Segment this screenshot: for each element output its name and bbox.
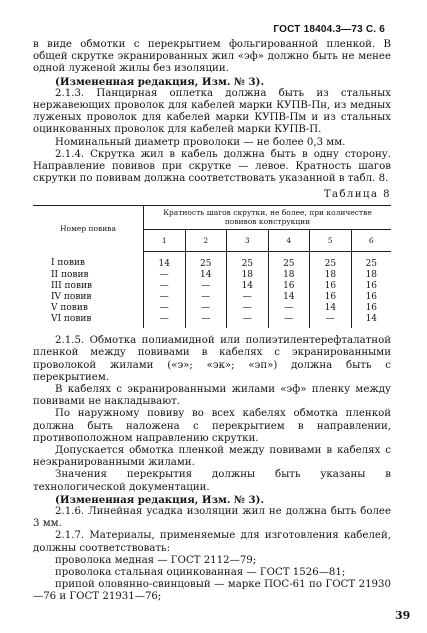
paragraph: 2.1.4. Скрутка жил в кабель должна быть в одну сторону. Направление повивов при скрутке — левое. Кратность шагов скрутки по повивам должна соответствовать указанной в табл. 8. (33, 148, 391, 185)
row-label: V повив (33, 302, 144, 313)
table-cell: — (185, 280, 227, 291)
table-row (33, 313, 391, 328)
table-row (33, 280, 391, 291)
table-cell: 25 (185, 252, 227, 270)
column-header: 4 (268, 229, 310, 251)
row-label: II повив (33, 269, 144, 280)
paragraph: По наружному повиву во всех кабелях обмотка пленкой должна быть наложена с перекрытием в направлении, противоположном направлению скрутки. (33, 408, 391, 444)
table-cell: 14 (268, 291, 310, 302)
amendment-note: (Измененная редакция, Изм. № 3). (55, 493, 265, 506)
table-cell: 18 (351, 269, 391, 280)
table-group-header: Кратность шагов скрутки, не более, при количестве повивов конструкции (144, 205, 392, 229)
table-cell: 25 (268, 252, 310, 270)
table-row (33, 252, 391, 270)
table-cell: — (159, 280, 169, 291)
table-cell: — (159, 291, 169, 302)
paragraph: Номинальный диаметр проволоки — не более 0,3 мм. (55, 136, 346, 148)
document-body (33, 39, 391, 604)
table-cell: 18 (268, 269, 310, 280)
table-cell: — (185, 302, 227, 313)
table-cell: 16 (351, 291, 391, 302)
paragraph: В кабелях с экранированными жилами «эф» пленку между повивами не накладывают. (33, 383, 391, 408)
row-label: I повив (33, 252, 144, 270)
paragraph: 2.1.6. Линейная усадка изоляции жил не должна быть более 3 мм. (33, 505, 391, 530)
table-cell: — (159, 269, 169, 280)
page-header: ГОСТ 18404.3—73 С. 6 (273, 24, 385, 35)
table-row (33, 291, 391, 302)
column-header: 5 (310, 229, 352, 251)
row-label: VI повив (33, 313, 144, 328)
table-cell: — (310, 313, 352, 328)
table-cell: — (185, 313, 227, 328)
table-cell: — (159, 302, 169, 313)
table-cell: — (227, 291, 269, 302)
paragraph: 2.1.7. Материалы, применяемые для изготовления кабелей, должны соответствовать: (33, 530, 391, 554)
table-cell: — (227, 313, 269, 328)
column-header: 1 (144, 229, 186, 251)
table-cell: — (268, 313, 310, 328)
lay-pitch-table (33, 205, 391, 329)
table-cell: 16 (351, 280, 391, 291)
list-item: проволока стальная оцинкованная — ГОСТ 1526—81; (55, 567, 346, 578)
paragraph: Допускается обмотка пленкой между повивами в кабелях с неэкранированными жилами. (33, 444, 391, 469)
table-cell: 16 (351, 302, 391, 313)
table-cell: 14 (158, 258, 170, 269)
paragraph: 2.1.3. Панцирная оплетка должна быть из стальных нержавеющих проволок для кабелей марки КУПВ-Пн, из медных луженых проволок для кабелей марки КУПВ-Пм и из стальных оцинкованных проволок для кабелей марки КУПВ-П. (33, 87, 391, 136)
paragraph: в виде обмотки с перекрытием фольгированной пленкой. В общей скрутке экранированных жил «эф» должно быть не менее одной луженой жилы без изоляции. (33, 39, 391, 75)
table-cell: 14 (310, 302, 352, 313)
table-cell: 16 (268, 280, 310, 291)
table-cell: 25 (310, 252, 352, 270)
table-cell: 14 (185, 269, 227, 280)
table-cell: — (268, 302, 310, 313)
table-cell: 18 (227, 269, 269, 280)
table-cell: 18 (310, 269, 352, 280)
page-number: 39 (395, 609, 411, 622)
row-label: III повив (33, 280, 144, 291)
table-cell: 14 (227, 280, 269, 291)
table-row (33, 302, 391, 313)
table-cell: 16 (310, 291, 352, 302)
paragraph: 2.1.5. Обмотка полиамидной или полиэтилентерефталатной пленкой между повивами в кабелях с экранированными проволокой жилами («э»; «эк»; «эп») должна быть с перекрытием. (33, 335, 391, 383)
table-row (33, 269, 391, 280)
paragraph: Значения перекрытия должны быть указаны в технологической документации. (33, 469, 391, 493)
table-cell: — (227, 302, 269, 313)
table-caption: Таблица 8 (323, 189, 391, 201)
column-header: 2 (185, 229, 227, 251)
list-item: проволока медная — ГОСТ 2112—79; (55, 554, 257, 566)
table-row-header: Номер повива (33, 205, 144, 252)
list-item: припой оловянно-свинцовый — марке ПОС-61 по ГОСТ 21930—76 и ГОСТ 21931—76; (33, 579, 391, 603)
table-cell: 14 (351, 313, 391, 328)
table-cell: — (159, 313, 169, 324)
table-cell: 25 (227, 252, 269, 270)
column-header: 3 (227, 229, 269, 251)
row-label: IV повив (33, 291, 144, 302)
table-cell: 16 (310, 280, 352, 291)
amendment-note: (Измененная редакция, Изм. № 3). (55, 75, 265, 88)
column-header: 6 (351, 229, 391, 251)
table-cell: — (185, 291, 227, 302)
table-cell: 25 (351, 252, 391, 270)
